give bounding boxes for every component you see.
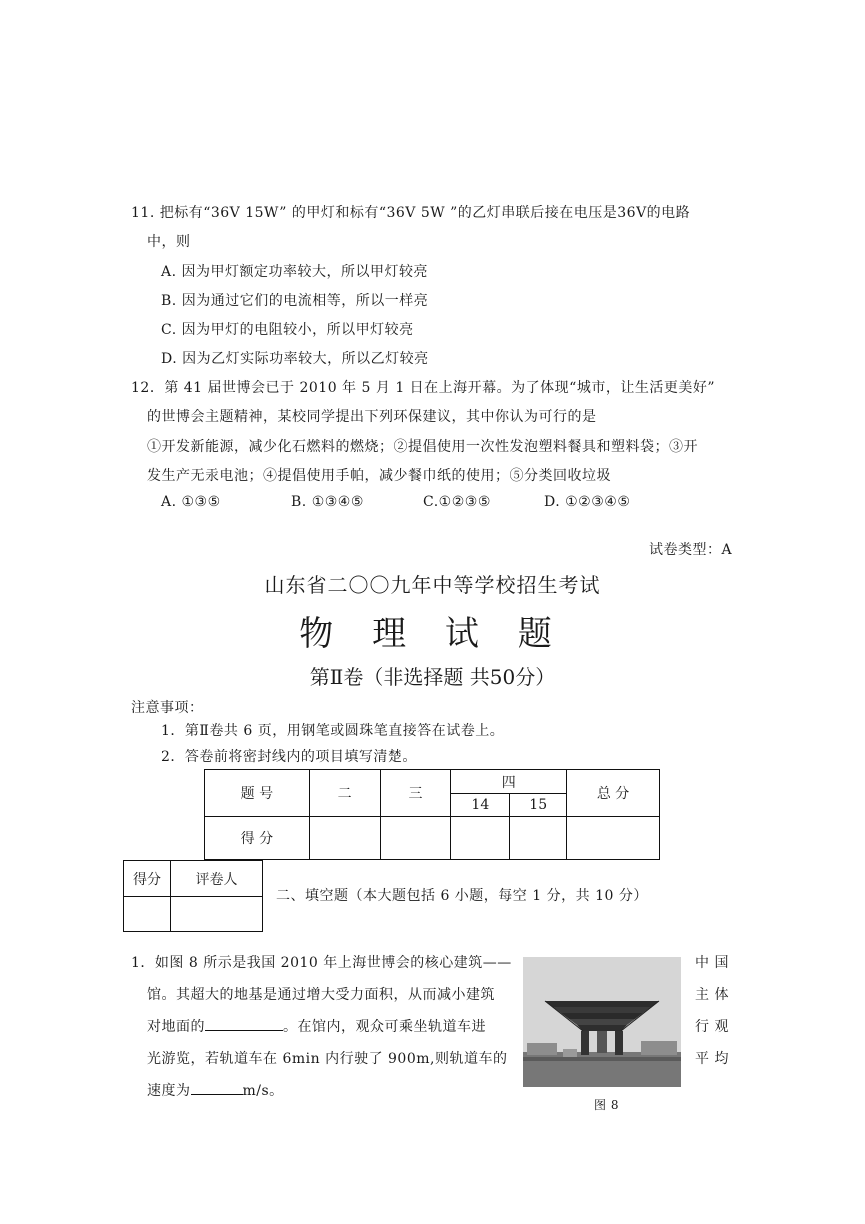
- col-4: 四: [451, 770, 567, 794]
- q1-line2: 馆。其超大的地基是通过增大受力面积，从而减小建筑: [147, 987, 495, 1003]
- q1-line4: 光游览，若轨道车在 6min 内行驶了 900m,则轨道车的: [147, 1051, 508, 1067]
- notes-item-1: 1．第Ⅱ卷共 6 页，用钢笔或圆珠笔直接答在试卷上。: [161, 723, 505, 739]
- score-cell: [510, 817, 567, 860]
- q1-right-1: 中 国: [695, 955, 729, 971]
- q12-line3: ①开发新能源，减少化石燃料的燃烧；②提倡使用一次性发泡塑料餐具和塑料袋；③开: [147, 439, 698, 455]
- q1-line5: [147, 1080, 284, 1100]
- q11-option-d: D. 因为乙灯实际功率较大，所以乙灯较亮: [161, 351, 429, 367]
- col-total: 总 分: [567, 770, 660, 817]
- q1-right-4: 平 均: [695, 1051, 729, 1067]
- q11-option-c: C. 因为甲灯的电阻较小，所以甲灯较亮: [161, 322, 414, 338]
- col-3: 三: [380, 770, 451, 817]
- q11-line2: 中，则: [147, 234, 191, 250]
- q12-line1: 12．第 41 届世博会已于 2010 年 5 月 1 日在上海开幕。为了体现“城市，让生活更美好”: [131, 380, 715, 396]
- q12-line4: 发生产无汞电池；④提倡使用手帕，减少餐巾纸的使用；⑤分类回收垃圾: [147, 468, 611, 484]
- figure-caption: 图 8: [594, 1098, 619, 1112]
- notes-title: 注意事项：: [131, 700, 204, 716]
- col-2: 二: [309, 770, 380, 817]
- grader-box: [123, 860, 263, 932]
- paper-type: 试卷类型：A: [649, 542, 733, 558]
- notes-item-2: 2．答卷前将密封线内的项目填写清楚。: [161, 749, 417, 765]
- q1-line5-text-a: 速度为: [147, 1083, 191, 1099]
- q1-right-3: 行 观: [695, 1019, 729, 1035]
- q12-option-c: C.①②③⑤: [423, 494, 491, 510]
- q1-line1: 1．如图 8 所示是我国 2010 年上海世博会的核心建筑——: [131, 955, 512, 971]
- score-cell: [567, 817, 660, 860]
- exam-title: 山东省二〇〇九年中等学校招生考试: [264, 573, 601, 597]
- q1-line5-text-b: m/s。: [242, 1083, 284, 1099]
- grader-name-cell: [171, 897, 263, 932]
- q11-line1: 11. 把标有“36V 15W” 的甲灯和标有“36V 5W ”的乙灯串联后接在电压是36V的电路: [131, 205, 691, 221]
- section2-title: 二、填空题（本大题包括 6 小题，每空 1 分，共 10 分）: [276, 888, 648, 904]
- score-cell: [451, 817, 510, 860]
- q1-right-2: 主 体: [695, 987, 729, 1003]
- grader-label: 评卷人: [171, 861, 263, 897]
- q12-line2: 的世博会主题精神，某校同学提出下列环保建议，其中你认为可行的是: [147, 409, 597, 425]
- score-cell: [309, 817, 380, 860]
- q11-option-a: A. 因为甲灯额定功率较大，所以甲灯较亮: [161, 264, 429, 280]
- q1-line3: [147, 1016, 486, 1036]
- q12-option-b: B. ①③④⑤: [291, 494, 364, 510]
- score-table-header: 题 号: [205, 770, 310, 817]
- col-15: 15: [510, 794, 567, 817]
- q12-option-a: A. ①③⑤: [161, 494, 221, 510]
- subject-title: 物 理 试 题: [299, 614, 566, 654]
- q12-option-d: D. ①②③④⑤: [544, 494, 631, 510]
- grader-score-label: 得分: [124, 861, 171, 897]
- answer-blank-1[interactable]: [205, 1016, 283, 1031]
- col-14: 14: [451, 794, 510, 817]
- grader-score-cell: [124, 897, 171, 932]
- answer-blank-2[interactable]: [191, 1080, 243, 1095]
- q1-line3-text-b: 。在馆内，观众可乘坐轨道车进: [283, 1019, 486, 1035]
- section-title: 第Ⅱ卷（非选择题 共50分）: [309, 665, 556, 689]
- score-table: [204, 769, 660, 860]
- china-pavilion-photo: [523, 957, 681, 1087]
- score-cell: [380, 817, 451, 860]
- score-row-label: 得 分: [205, 817, 310, 860]
- q11-option-b: B. 因为通过它们的电流相等，所以一样亮: [161, 293, 429, 309]
- q1-line3-text-a: 对地面的: [147, 1019, 205, 1035]
